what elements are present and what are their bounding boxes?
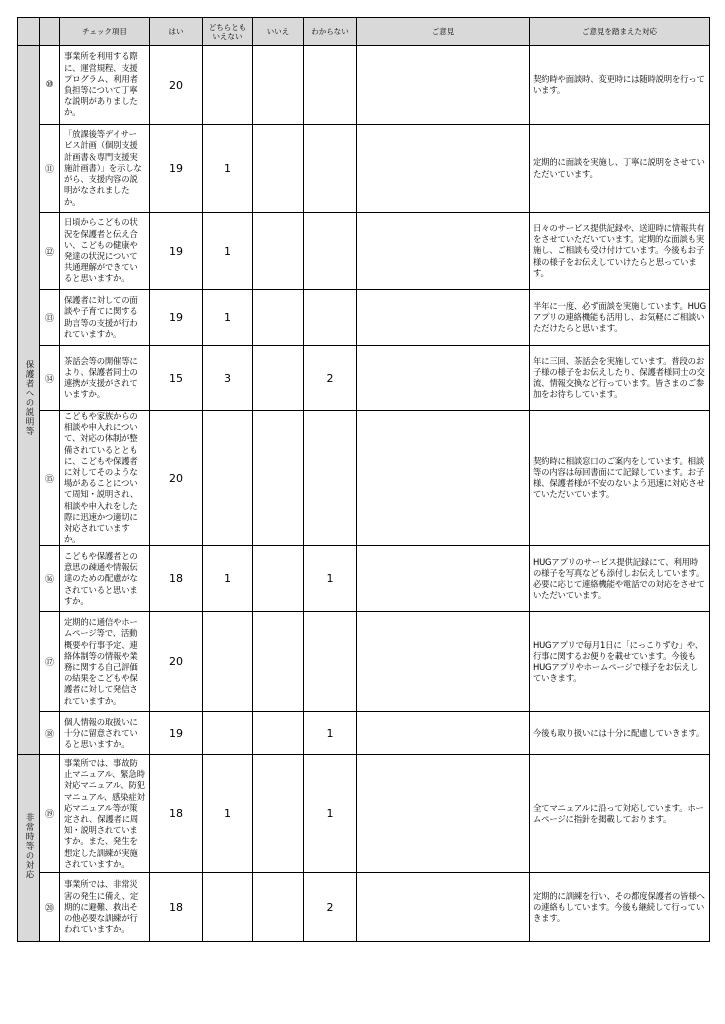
yes-count: 18 — [150, 546, 203, 612]
unknown-count — [304, 125, 357, 213]
opinion-cell — [357, 125, 530, 213]
unknown-count: 1 — [304, 755, 357, 873]
yes-count: 19 — [150, 213, 203, 290]
no-count — [253, 346, 304, 411]
opinion-cell — [357, 46, 530, 125]
header-no: いいえ — [253, 18, 304, 46]
response-text: 半年に一度、必ず面談を実施しています。HUGアプリの連絡機能も活用し、お気軽にご相談いただけたらと思います。 — [530, 290, 710, 346]
table-row — [18, 712, 710, 755]
opinion-cell — [357, 546, 530, 612]
item-number: ⑲ — [40, 755, 60, 873]
response-text: 全てマニュアルに沿って対応しています。ホームページに指針を掲載しております。 — [530, 755, 710, 873]
neither-count — [203, 612, 253, 712]
category-emergency: 非常時等の対応 — [18, 755, 40, 942]
response-text: 契約時に相談窓口のご案内をしています。相談等の内容は毎回書面にて記録しています。お子様、保護者様が不安のないよう迅速に対応させていただいています。 — [530, 411, 710, 546]
no-count — [253, 873, 304, 942]
yes-count: 18 — [150, 873, 203, 942]
unknown-count — [304, 612, 357, 712]
opinion-cell — [357, 411, 530, 546]
no-count — [253, 125, 304, 213]
table-row — [18, 46, 710, 125]
check-item-text: 個人情報の取扱いに十分に留意されていると思いますか。 — [60, 712, 150, 755]
neither-count: 1 — [203, 755, 253, 873]
yes-count: 19 — [150, 125, 203, 213]
response-text: HUGアプリで毎月1日に「にっこりずむ」や、行事に関するお便りを載せています。今後もHUGアプリやホームページで様子をお伝えしていきます。 — [530, 612, 710, 712]
response-text: HUGアプリのサービス提供記録にて、利用時の様子を写真なども添付しお伝えしています。必要に応じて連絡機能や電話での対応をさせていただいています。 — [530, 546, 710, 612]
table-row — [18, 411, 710, 546]
item-number: ⑪ — [40, 125, 60, 213]
header-opinion: ご意見 — [357, 18, 530, 46]
neither-count: 1 — [203, 290, 253, 346]
response-text: 年に三回、茶話会を実施しています。普段のお子様の様子をお伝えしたり、保護者様同士の交流、情報交換など行っています。皆さまのご参加をお待ちしています。 — [530, 346, 710, 411]
yes-count: 20 — [150, 411, 203, 546]
yes-count: 19 — [150, 290, 203, 346]
neither-count: 1 — [203, 125, 253, 213]
neither-count: 3 — [203, 346, 253, 411]
neither-count: 1 — [203, 213, 253, 290]
opinion-cell — [357, 755, 530, 873]
response-text: 定期的に訓練を行い、その都度保護者の皆様への連絡もしています。今後も継続して行っていきます。 — [530, 873, 710, 942]
table-row — [18, 125, 710, 213]
unknown-count — [304, 411, 357, 546]
table-row — [18, 546, 710, 612]
neither-count: 1 — [203, 546, 253, 612]
neither-count — [203, 46, 253, 125]
neither-count — [203, 873, 253, 942]
opinion-cell — [357, 712, 530, 755]
yes-count: 20 — [150, 612, 203, 712]
table-row — [18, 290, 710, 346]
header-yes: はい — [150, 18, 203, 46]
response-text: 今後も取り扱いには十分に配慮していきます。 — [530, 712, 710, 755]
table-row — [18, 346, 710, 411]
opinion-cell — [357, 612, 530, 712]
header-row — [18, 18, 710, 46]
unknown-count — [304, 213, 357, 290]
survey-table — [17, 17, 710, 942]
item-number: ⑬ — [40, 290, 60, 346]
header-blank-num — [40, 18, 60, 46]
table-row — [18, 873, 710, 942]
no-count — [253, 213, 304, 290]
table-row — [18, 612, 710, 712]
header-check-item: チェック項目 — [60, 18, 150, 46]
check-item-text: 事業所を利用する際に、運営規程、支援プログラム、利用者負担等について丁寧な説明がありましたか。 — [60, 46, 150, 125]
check-item-text: 日頃からこどもの状況を保護者と伝え合い、こどもの健康や発達の状況について共通理解ができていると思いますか。 — [60, 213, 150, 290]
no-count — [253, 411, 304, 546]
yes-count: 18 — [150, 755, 203, 873]
yes-count: 20 — [150, 46, 203, 125]
response-text: 契約時や面談時、変更時には随時説明を行っています。 — [530, 46, 710, 125]
response-text: 日々のサービス提供記録や、送迎時に情報共有をさせていただいています。定期的な面談も実施し、ご相談も受け付けています。今後もお子様の様子をお伝えしていけたらと思っています。 — [530, 213, 710, 290]
check-item-text: 保護者に対しての面談や子育てに関する助言等の支援が行われていますか。 — [60, 290, 150, 346]
table-row — [18, 755, 710, 873]
opinion-cell — [357, 213, 530, 290]
check-item-text: 「放課後等デイサービス計画（個別支援計画書＆専門支援実施計画書）」を示しながら、支援内容の説明がなされましたか。 — [60, 125, 150, 213]
yes-count: 19 — [150, 712, 203, 755]
header-unknown: わからない — [304, 18, 357, 46]
table-row — [18, 213, 710, 290]
check-item-text: 定期的に通信やホームページ等で、活動概要や行事予定、連絡体制等の情報や業務に関する自己評価の結果をこどもや保護者に対して発信されていますか。 — [60, 612, 150, 712]
opinion-cell — [357, 873, 530, 942]
unknown-count: 2 — [304, 873, 357, 942]
check-item-text: 事業所では、事故防止マニュアル、緊急時対応マニュアル、防犯マニュアル、感染症対応マニュアル等が策定され、保護者に周知・説明されていますか。また、発生を想定した訓練が実施されていますか。 — [60, 755, 150, 873]
unknown-count: 1 — [304, 712, 357, 755]
opinion-cell — [357, 346, 530, 411]
no-count — [253, 546, 304, 612]
item-number: ⑯ — [40, 546, 60, 612]
check-item-text: こどもや家族からの相談や申入れについて、対応の体制が整備されているとともに、こどもや保護者に対してそのような場があることについて周知・説明され、相談や申入れをした際に迅速かつ適切に対応されていますか。 — [60, 411, 150, 546]
check-item-text: こどもや保護者との意思の疎通や情報伝達のための配慮がなされていると思いますか。 — [60, 546, 150, 612]
header-neither: どちらとも いえない — [203, 18, 253, 46]
header-response: ご意見を踏まえた対応 — [530, 18, 710, 46]
response-text: 定期的に面談を実施し、丁寧に説明をさせていただいています。 — [530, 125, 710, 213]
item-number: ⑳ — [40, 873, 60, 942]
category-explanation: 保護者への説明等 — [18, 46, 40, 755]
header-blank — [18, 18, 40, 46]
no-count — [253, 712, 304, 755]
item-number: ⑭ — [40, 346, 60, 411]
item-number: ⑮ — [40, 411, 60, 546]
check-item-text: 茶話会等の開催等により、保護者同士の連携が支援がされていますか。 — [60, 346, 150, 411]
no-count — [253, 290, 304, 346]
no-count — [253, 46, 304, 125]
unknown-count — [304, 290, 357, 346]
item-number: ⑱ — [40, 712, 60, 755]
unknown-count — [304, 46, 357, 125]
opinion-cell — [357, 290, 530, 346]
unknown-count: 1 — [304, 546, 357, 612]
item-number: ⑩ — [40, 46, 60, 125]
neither-count — [203, 712, 253, 755]
neither-count — [203, 411, 253, 546]
no-count — [253, 612, 304, 712]
no-count — [253, 755, 304, 873]
yes-count: 15 — [150, 346, 203, 411]
unknown-count: 2 — [304, 346, 357, 411]
check-item-text: 事業所では、非常災害の発生に備え、定期的に避難、救出その他必要な訓練が行われていますか。 — [60, 873, 150, 942]
item-number: ⑰ — [40, 612, 60, 712]
item-number: ⑫ — [40, 213, 60, 290]
